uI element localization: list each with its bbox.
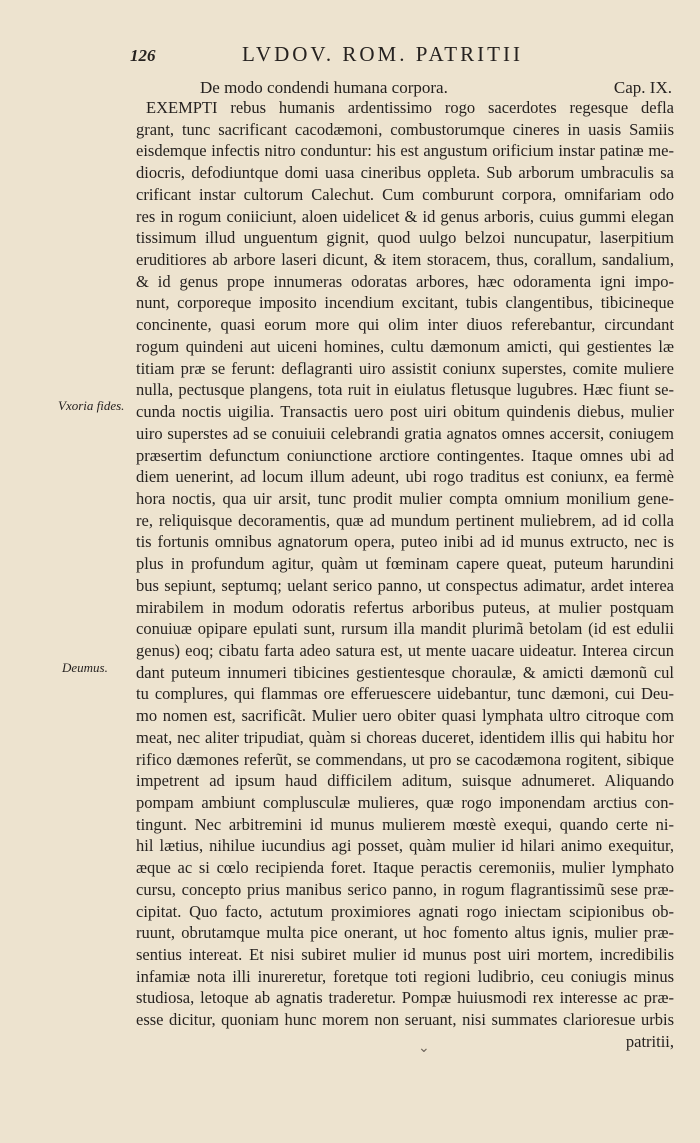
text-line: tingunt. Nec arbitremini id munus mulierem mœstè exequi, quando certe ni- [136,814,674,834]
chapter-number: Cap. IX. [613,78,672,97]
catchmark: ⌄ [418,1041,430,1056]
text-line: cipitat. Quo facto, actutum proximiores agnati rogo iniectam scipionibus ob- [136,901,674,921]
text-line: re, reliquisque decoramentis, quæ ad mundum pertinent muliebrem, ad id colla [136,510,674,530]
text-line: crificant instar cultorum Calechut. Cum comburunt corpora, omnifariam odo [136,184,674,204]
text-line: nulla, pectusque plangens, tota ruit in eiulatus fletusque lugubres. Hæc fiunt se- [136,380,674,400]
text-line: æque ac si cœlo recipienda foret. Itaque peractis ceremoniis, mulier lymphato [136,858,674,878]
text-line: uiro superstes ad se conuiuii celebrandi gratia agnatos omnes accersit, coniugem [136,423,674,443]
text-line: diem uenerint, ad locum illum adeunt, ubi rogo traditus est coniunx, ea fermè [136,467,674,487]
text-line: cunda noctis uigilia. Transactis uero post uiri obitum quindenis diebus, mulier [136,402,674,422]
text-line: tissimum illud unguentum gignit, quod uulgo belzoi nuncupatur, laserpitium [136,228,674,248]
text-line: hil lætius, nihilue iucundius agi posset, quàm mulier id hilari animo exequitur, [136,836,674,856]
text-line: tu complures, qui flammas ore efferuescere uidebantur, tunc dæmoni, cui Deu- [136,684,674,704]
text-line: res in rogum coniiciunt, aloen uidelicet & id genus arboris, cuius gummi elegan [136,206,674,226]
text-line: mo nomen est, sacrificãt. Mulier uero obiter quasi lymphata ultro citroque com [136,706,674,726]
text-line: mirabilem in modum odoratis refertus arboribus puteus, at mulier postquam [136,597,674,617]
margin-note: Deumus. [62,660,108,675]
text-line: conuiuæ opipare epulati sunt, rursum illa mandit plurimã betolam (id est edulii [136,619,674,639]
text-line: ruunt, obrutamque multa pice onerant, ut hoc fomento altus ignis, mulier præ- [136,923,674,943]
text-line: sentius intereat. Et nisi subiret mulier id munus post uiri mortem, incredibilis [136,945,674,965]
text-line: impetrent ad ipsum haud difficilem aditum, suisque adnumeret. Aliquando [136,771,674,791]
text-line: studiosa, letoque ab agnatis traderetur. Pompæ huiusmodi rex interesse ac præ- [136,988,674,1008]
text-line: esse dicitur, quoniam hunc morem non seruant, nisi summates clarioresue urbis [136,1010,674,1030]
text-line: & id genus prope innumeras odoratas arbores, hæc odoramenta igni impo- [136,271,674,291]
running-title: LVDOV. ROM. PATRITII [242,42,523,66]
page-header [130,40,670,70]
text-line: pompam ambiunt complusculæ mulieres, quæ rogo imponendam arctius con- [136,793,674,812]
text-line: bus sepiunt, septumq; uelant serico panno, ut conspectus adimatur, ardet interea [136,575,674,595]
text-line: genus) eoq; cibatu farta adeo satura est, ut mente uacare uideatur. Interea circun [136,640,674,660]
text-line: patritii, [625,1031,674,1051]
text-line: eruditiores ab arbore laseri dicunt, & item storacem, thus, corallum, sandalium, [136,250,674,270]
text-line: meat, nec aliter tripudiat, quàm si choreas duceret, identidem illis qui habitu hor [136,727,674,747]
body-text [136,97,674,1053]
text-line: rogum quindeni aut uiceni homines, cultu dæmonum amicti, qui gestientes læ [136,336,674,356]
page-number: 126 [130,46,156,65]
text-line: nunt, corporeque imposito incendium excitant, tubis clangentibus, tibicineque [136,293,674,313]
text-line: cursu, concepto prius manibus serico panno, in rogum flagrantissimũ sese præ- [136,879,674,899]
text-line: titiam præ se ferunt: deflagranti uiro assistit coniunx superstes, comite muliere [136,358,674,378]
text-line: infamiæ nota illi inureretur, foretque toti regioni ludibrio, ceu coniugis minus [136,966,674,986]
text-line: EXEMPTI rebus humanis ardentissimo rogo sacerdotes regesque defla [146,98,674,117]
text-line: rifico dæmones referũt, se commendans, ut pro se cacodæmona rogitent, sibique [136,749,674,769]
text-line: præsertim defunctum coniunctione arctiore contingentes. Itaque omnes ubi ad [136,445,674,465]
text-line: eisdemque infectis nitro conduntur: his est angustum orificium instar patinæ me- [136,141,674,161]
text-line: diocris, defodiuntque domi uasa cineribus oppleta. Sub arborum umbraculis sa [136,163,674,183]
chapter-title: De modo condendi humana corpora. [200,78,448,97]
text-line: tis fortunis omnibus agnatorum opera, puteo inibi ad id munus extructo, nec is [136,532,674,552]
text-line: grant, tunc sacrificant cacodæmoni, combustorumque cineres in uasis Samiis [136,119,674,139]
text-line: plus in profundum agitur, quàm ut fœminam capere queat, puteum harundini [136,554,674,574]
text-line: dant puteum innumeri tibicines gestientesque choraulæ, & amicti dæmonũ cul [136,662,674,682]
text-line: concinente, quasi eorum more qui olim inter diuos referebantur, circundant [136,315,674,335]
text-line: hora noctis, qua uir arsit, tunc prodit mulier compta omnium monilium gene- [136,488,674,508]
margin-note: Vxoria fides. [58,398,125,413]
